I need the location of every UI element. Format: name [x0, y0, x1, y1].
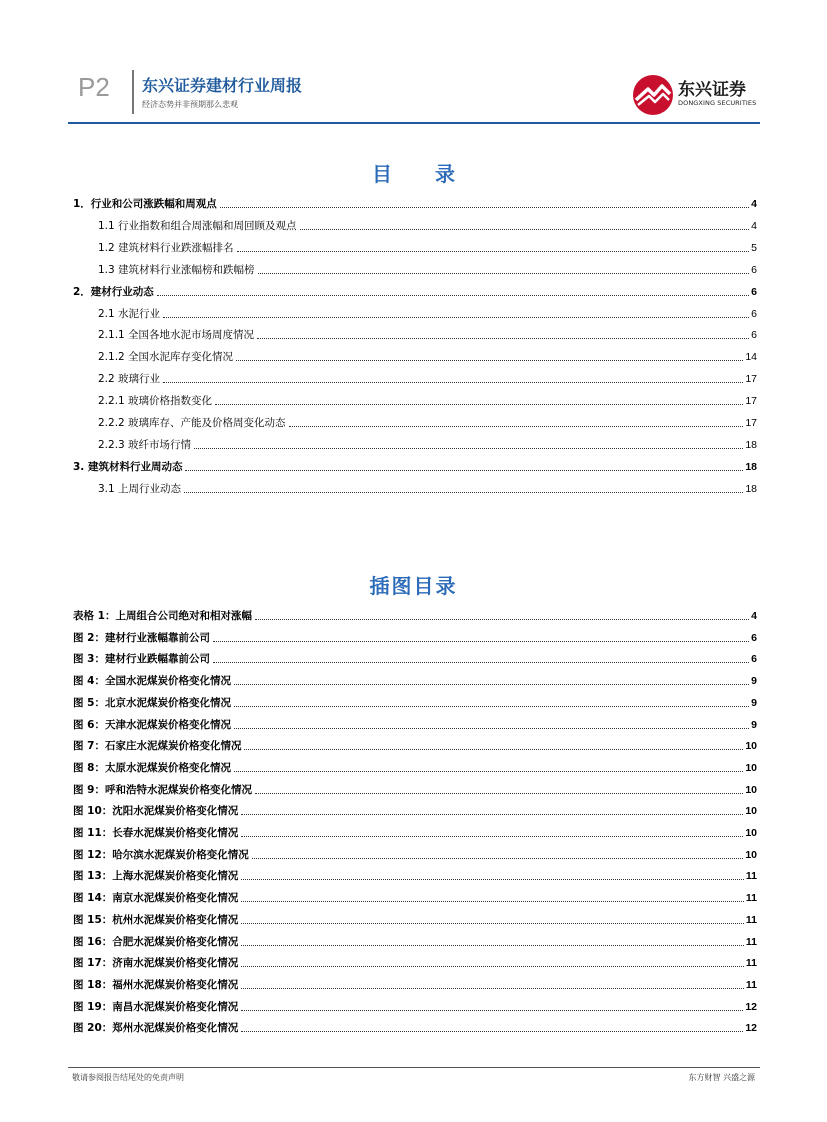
footer-rule [68, 1067, 760, 1068]
dot-leader [220, 206, 749, 208]
figure-entry-label: 图 6：天津水泥煤炭价格变化情况 [73, 718, 231, 731]
figure-entry-page: 10 [745, 783, 757, 796]
toc-entry[interactable] [98, 370, 757, 386]
toc-entry-label: 2.2.2 玻璃库存、产能及价格周变化动态 [98, 417, 286, 429]
figure-entry[interactable] [73, 824, 757, 840]
dot-leader [184, 491, 743, 493]
dot-leader [255, 792, 743, 794]
figure-entry[interactable] [73, 1019, 757, 1035]
toc-entry-page: 17 [745, 417, 757, 429]
dot-leader [163, 381, 743, 383]
dot-leader [252, 857, 744, 859]
dot-leader [241, 1009, 743, 1011]
report-title: 东兴证券建材行业周报 [142, 76, 303, 95]
toc-entry[interactable] [98, 480, 757, 496]
toc-title: 目 录 [372, 162, 473, 186]
toc-entry-label: 2.1.2 全国水泥库存变化情况 [98, 351, 234, 364]
figure-entry[interactable] [73, 650, 757, 666]
footer-disclaimer: 敬请参阅报告结尾处的免责声明 [72, 1073, 184, 1082]
toc-entry-page: 6 [751, 285, 757, 298]
figure-entry-label: 图 3：建材行业跌幅靠前公司 [73, 653, 210, 666]
dot-leader [241, 944, 744, 946]
toc-entry-label: 2．建材行业动态 [73, 285, 154, 298]
figure-entry[interactable] [73, 976, 757, 992]
toc-entry[interactable] [73, 195, 757, 211]
figure-entry-label: 图 11：长春水泥煤炭价格变化情况 [73, 827, 239, 839]
figure-entry[interactable] [73, 716, 757, 732]
figure-entry-page: 9 [751, 675, 757, 688]
figure-list-title: 插图目录 [369, 574, 458, 598]
figure-entry[interactable] [73, 933, 757, 949]
toc-entry[interactable] [73, 283, 757, 299]
dot-leader [157, 294, 749, 296]
dot-leader [244, 748, 743, 750]
figure-entry[interactable] [73, 911, 757, 927]
dot-leader [234, 683, 749, 685]
toc-entry-page: 17 [745, 373, 757, 386]
dot-leader [234, 770, 743, 772]
dot-leader [185, 469, 743, 471]
figure-entry-page: 10 [745, 848, 757, 861]
figure-entry-label: 图 13：上海水泥煤炭价格变化情况 [73, 870, 239, 883]
figure-entry-label: 图 15：杭州水泥煤炭价格变化情况 [73, 913, 239, 926]
toc-entry-label: 1.3 建筑材料行业涨幅榜和跌幅榜 [98, 263, 255, 276]
figure-entry-label: 图 2：建材行业涨幅靠前公司 [73, 631, 210, 644]
footer-slogan: 东方财智 兴盛之源 [688, 1073, 755, 1082]
dot-leader [241, 900, 744, 902]
dot-leader [234, 705, 749, 707]
toc-entry-page: 6 [751, 329, 757, 342]
toc-entry[interactable] [98, 305, 757, 321]
toc-entry-label: 1.2 建筑材料行业跌涨幅排名 [98, 241, 234, 254]
dot-leader [241, 878, 744, 880]
figure-entry-label: 图 17：济南水泥煤炭价格变化情况 [73, 957, 239, 970]
toc-entry[interactable] [98, 326, 757, 342]
figure-entry[interactable] [73, 672, 757, 688]
dongxing-logo-icon [632, 74, 674, 116]
dot-leader [241, 1030, 743, 1032]
toc-entry-page: 5 [751, 241, 757, 254]
dot-leader [163, 316, 749, 318]
toc-entry[interactable] [98, 261, 757, 277]
toc-entry-page: 18 [745, 460, 757, 473]
toc-entry-label: 2.1.1 全国各地水泥市场周度情况 [98, 329, 255, 342]
toc-entry-label: 1.1 行业指数和组合周涨幅和周回顾及观点 [98, 219, 297, 232]
figure-entry-label: 图 14：南京水泥煤炭价格变化情况 [73, 892, 239, 905]
dot-leader [241, 813, 743, 815]
toc-entry-page: 6 [751, 307, 757, 320]
figure-entry-page: 10 [745, 740, 757, 753]
figure-entry-label: 图 18：福州水泥煤炭价格变化情况 [73, 978, 239, 991]
figure-entry[interactable] [73, 759, 757, 775]
figure-entry-page: 6 [751, 653, 757, 666]
figure-entry[interactable] [73, 998, 757, 1014]
dot-leader [237, 250, 750, 252]
toc-entry[interactable] [98, 348, 757, 364]
figure-entry-page: 10 [745, 827, 757, 839]
toc-entry-label: 1．行业和公司涨跌幅和周观点 [73, 198, 217, 210]
figure-entry-page: 4 [751, 610, 757, 622]
figure-entry[interactable] [73, 607, 757, 623]
dot-leader [236, 359, 743, 361]
dot-leader [213, 640, 749, 642]
figure-entry-label: 图 8：太原水泥煤炭价格变化情况 [73, 761, 231, 774]
toc-entry-page: 18 [745, 438, 757, 451]
figure-entry-page: 11 [745, 935, 757, 948]
figure-entry-page: 9 [751, 718, 757, 731]
figure-entry-label: 图 10：沈阳水泥煤炭价格变化情况 [73, 805, 239, 818]
dot-leader [241, 965, 744, 967]
figure-entry[interactable] [73, 867, 757, 883]
figure-entry[interactable] [73, 954, 757, 970]
page-number: P2 [78, 72, 110, 102]
toc-entry-label: 3.1 上周行业动态 [98, 482, 182, 495]
figure-entry-page: 11 [745, 978, 757, 991]
figure-entry[interactable] [73, 781, 757, 797]
toc-entry[interactable] [98, 436, 757, 452]
dot-leader [194, 447, 743, 449]
toc-entry-label: 3. 建筑材料行业周动态 [73, 460, 183, 473]
figure-entry-page: 11 [745, 913, 757, 926]
figure-entry[interactable] [73, 694, 757, 710]
figure-entry-label: 图 5：北京水泥煤炭价格变化情况 [73, 696, 231, 709]
dot-leader [234, 727, 749, 729]
figure-entry-label: 图 9：呼和浩特水泥煤炭价格变化情况 [73, 783, 252, 796]
figure-entry-page: 6 [751, 631, 757, 644]
toc-entry-page: 18 [745, 482, 757, 495]
figure-entry-page: 10 [745, 761, 757, 774]
toc-entry-label: 2.2 玻璃行业 [98, 373, 161, 386]
figure-entry-page: 9 [751, 696, 757, 709]
dot-leader [257, 337, 749, 339]
toc-entry-label: 2.1 水泥行业 [98, 307, 161, 320]
figure-entry[interactable] [73, 629, 757, 645]
dot-leader [300, 228, 750, 230]
figure-entry-label: 图 20：郑州水泥煤炭价格变化情况 [73, 1022, 239, 1035]
toc-entry[interactable] [98, 392, 757, 408]
figure-entry-label: 图 4：全国水泥煤炭价格变化情况 [73, 675, 231, 688]
toc-entry[interactable] [98, 217, 757, 233]
report-subtitle: 经济态势并非预期那么悲观 [142, 100, 238, 109]
figure-entry-label: 表格 1：上周组合公司绝对和相对涨幅 [73, 610, 252, 622]
toc-entry-page: 4 [751, 198, 757, 210]
toc-entry-label: 2.2.1 玻璃价格指数变化 [98, 395, 213, 408]
figure-entry[interactable] [73, 846, 757, 862]
toc-entry[interactable] [98, 414, 757, 430]
figure-entry-label: 图 7：石家庄水泥煤炭价格变化情况 [73, 740, 242, 753]
toc-entry-page: 14 [745, 351, 757, 364]
header-divider [132, 70, 134, 114]
dot-leader [215, 403, 743, 405]
toc-entry-page: 6 [751, 263, 757, 276]
dot-leader [255, 618, 749, 620]
header-rule [68, 122, 760, 124]
figure-entry[interactable] [73, 889, 757, 905]
figure-entry[interactable] [73, 802, 757, 818]
dot-leader [258, 272, 750, 274]
company-logo [632, 72, 762, 118]
figure-entry-page: 11 [745, 957, 757, 970]
figure-entry-label: 图 12：哈尔滨水泥煤炭价格变化情况 [73, 848, 249, 861]
figure-entry-page: 12 [745, 1022, 757, 1035]
toc-entry[interactable] [73, 458, 757, 474]
toc-entry-label: 2.2.3 玻纤市场行情 [98, 438, 192, 451]
figure-entry-page: 12 [745, 1000, 757, 1013]
figure-entry-label: 图 19：南昌水泥煤炭价格变化情况 [73, 1000, 239, 1013]
figure-entry-page: 11 [745, 870, 757, 883]
logo-english-name: DONGXING SECURITIES [678, 99, 757, 107]
toc-entry[interactable] [98, 239, 757, 255]
dot-leader [241, 835, 743, 837]
toc-entry-page: 4 [751, 219, 757, 232]
logo-chinese-name: 东兴证券 [678, 80, 746, 100]
toc-entry-page: 17 [745, 395, 757, 408]
dot-leader [241, 987, 744, 989]
dot-leader [289, 425, 744, 427]
figure-entry[interactable] [73, 737, 757, 753]
dot-leader [241, 922, 744, 924]
figure-entry-label: 图 16：合肥水泥煤炭价格变化情况 [73, 935, 239, 948]
figure-entry-page: 10 [745, 805, 757, 818]
figure-entry-page: 11 [745, 892, 757, 905]
dot-leader [213, 661, 749, 663]
